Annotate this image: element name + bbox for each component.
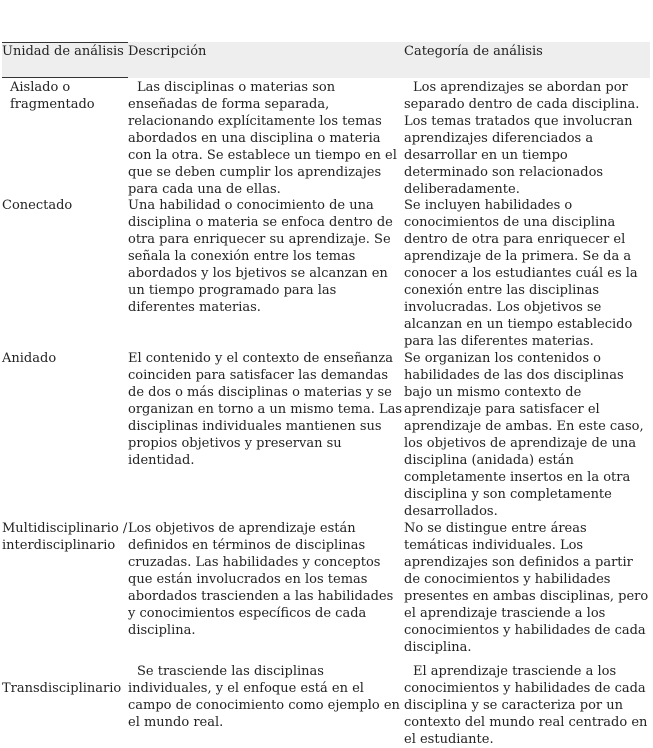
unit-cell: Aislado o fragmentado	[10, 80, 95, 112]
table-row	[2, 78, 650, 196]
description-cell: Las disciplinas o materias son enseñadas de forma separada, relacionando explícitamente los temas abordados en una disciplina o materia con la otra. Se establece un tiempo en el que se deben cumplir los aprendizajes para cada una de ellas.	[128, 80, 397, 197]
category-cell: Los aprendizajes se abordan por separado dentro de cada disciplina. Los temas tratados que involucran aprendizajes diferenciados a desarrollar en un tiempo determinado son relacionados deliberadamente.	[404, 80, 640, 197]
unit-cell: Anidado	[2, 351, 57, 366]
unit-cell: Multidisciplinario / interdisciplinario	[2, 521, 128, 553]
table-header-row	[2, 42, 650, 78]
table-row	[2, 349, 650, 519]
header-top-rule	[2, 42, 128, 43]
analysis-table	[2, 42, 650, 747]
description-cell: Una habilidad o conocimiento de una disciplina o materia se enfoca dentro de otra para enriquecer su aprendizaje. Se señala la conexión entre los temas abordados y los bjetivos se alcanzan en un tiempo programado para las diferentes materias.	[128, 198, 393, 315]
category-cell: No se distingue entre áreas temáticas individuales. Los aprendizajes son definidos a partir de conocimientos y habilidades presentes en ambas disciplinas, pero el aprendizaje trasciende a los conocimientos y habilidades de cada disciplina.	[404, 521, 649, 655]
unit-cell: Conectado	[2, 198, 73, 213]
table-row	[2, 196, 650, 349]
description-cell: El contenido y el contexto de enseñanza coinciden para satisfacer las demandas de dos o más disciplinas o materias y se organizan en torno a un mismo tema. Las disciplinas individuales mantienen sus propios objetivos y preservan su identidad.	[128, 351, 403, 468]
description-cell: Los objetivos de aprendizaje están definidos en términos de disciplinas cruzadas. Las habilidades y conceptos que están involucrados en los temas abordados trascienden a las habilidades y conocimientos específicos de cada disciplina.	[128, 521, 394, 638]
table-row	[2, 519, 650, 662]
table-row	[2, 662, 650, 747]
description-cell: Se trasciende las disciplinas individuales, y el enfoque está en el campo de conocimiento como ejemplo en el mundo real.	[128, 664, 400, 730]
category-cell: Se organizan los contenidos o habilidades de las dos disciplinas bajo un mismo contexto de aprendizaje para satisfacer el aprendizaje de ambas. En este caso, los objetivos de aprendizaje de una disciplina (anidada) están completamente insertos en la otra disciplina y son completamente desarrollados.	[404, 351, 644, 519]
header-category: Categoría de análisis	[404, 44, 543, 59]
category-cell: El aprendizaje trasciende a los conocimientos y habilidades de cada disciplina y se caracteriza por un contexto del mundo real centrado en el estudiante.	[404, 664, 648, 747]
unit-cell: Transdisciplinario	[2, 681, 122, 696]
header-unit: Unidad de análisis	[2, 44, 124, 59]
category-cell: Se incluyen habilidades o conocimientos de una disciplina dentro de otra para enriquecer el aprendizaje de la primera. Se da a conocer a los estudiantes cuál es la conexión entre las disciplinas involucradas. Los objetivos se alcanzan en un tiempo establecido para las diferentes materias.	[404, 198, 638, 349]
header-description: Descripción	[128, 44, 207, 59]
